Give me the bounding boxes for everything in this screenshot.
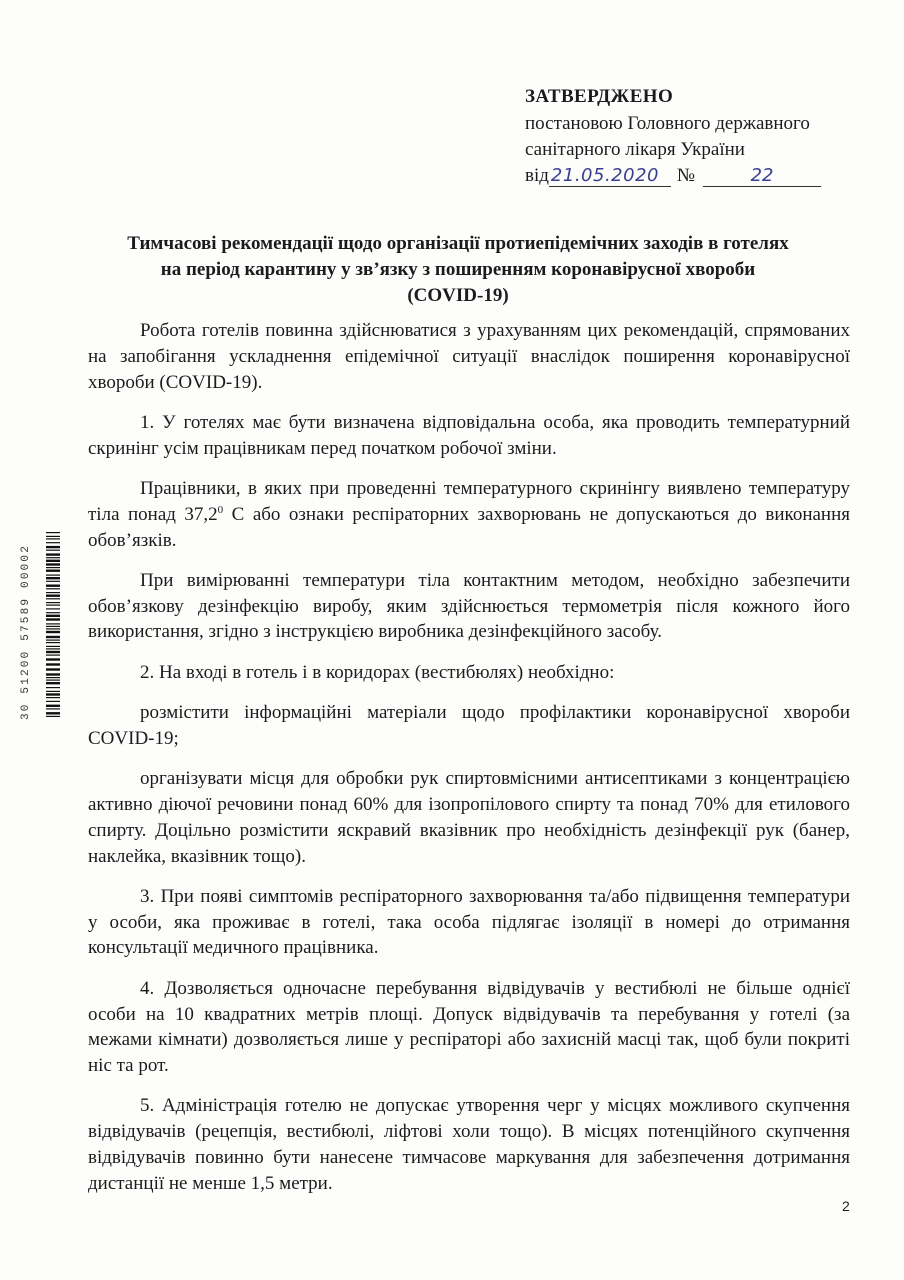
barcode-bar xyxy=(46,677,60,678)
barcode-bar xyxy=(46,550,60,551)
paragraph-hand-sanitizing: організувати місця для обробки рук спиртовмісними антисептиками з концентрацією активно діючої речовини понад 60% для ізопропілового спирту та понад 70% для етилового спирту. Доцільно розмістити яскравий вказівник про необхідність дезінфекції рук (банер, наклейка, вказівник тощо). xyxy=(88,768,850,867)
paragraph-info-materials: розмістити інформаційні матеріали щодо профілактики коронавірусної хвороби COVID-19; xyxy=(88,702,850,749)
barcode-bar xyxy=(46,691,60,692)
barcode-bar xyxy=(46,612,60,613)
degree-superscript: 0 xyxy=(217,503,224,516)
barcode-bar xyxy=(46,585,60,587)
paragraph-item-3: 3. При появі симптомів респіраторного захворювання та/або підвищення температури у особи, яка проживає в готелі, така особа підлягає ізоляції в номері до отримання консультації медичного працівника. xyxy=(88,885,850,959)
barcode-bar xyxy=(46,581,60,582)
barcode-bar xyxy=(46,705,60,707)
barcode-bar xyxy=(46,628,60,629)
paragraph-item-2: 2. На вході в готель і в коридорах (вестибюлях) необхідно: xyxy=(140,661,615,683)
title-line-2: на період карантину у зв’язку з поширенням коронавірусної хвороби xyxy=(160,259,756,280)
barcode-bar xyxy=(46,536,60,537)
paragraph-item-1: 1. У готелях має бути визначена відповідальна особа, яка проводить температурний скринінг усім працівникам перед початком робочої зміни. xyxy=(88,411,850,459)
barcode-bar xyxy=(46,542,60,543)
number-sign: № xyxy=(676,165,696,186)
barcode-bar xyxy=(46,560,60,562)
barcode-bar xyxy=(46,567,60,568)
handwritten-number: 22 xyxy=(703,166,821,187)
barcode-bar xyxy=(46,693,60,695)
title-line-1: Тимчасові рекомендації щодо організації протиепідемічних заходів в готелях xyxy=(127,233,789,254)
barcode-bar xyxy=(46,663,60,665)
barcode-bar xyxy=(46,631,60,633)
paragraph-item-4: 4. Дозволяється одночасне перебування відвідувачів у вестибюлі не більше однієї особи на 10 квадратних метрів площі. Допуск відвідувачів та перебування у готелі (за межами кімнати) дозволяється лише у респіраторі або захисній масці так, щоб були покриті ніс та рот. xyxy=(88,977,850,1077)
barcode-bar xyxy=(46,655,60,656)
barcode-bar xyxy=(46,701,60,702)
page-number: 2 xyxy=(842,1198,850,1214)
barcode-bar xyxy=(46,658,60,660)
barcode-bar xyxy=(46,716,60,717)
barcode-bar xyxy=(46,697,60,698)
paragraph-intro: Робота готелів повинна здійснюватися з урахуванням цих рекомендацій, спрямованих на запобігання ускладнення епідемічної ситуації внаслідок поширення коронавірусної хвороби (COVID-19). xyxy=(88,320,850,393)
handwritten-date: 21.05.2020 xyxy=(549,166,671,187)
barcode-bar xyxy=(46,640,60,641)
barcode-bar xyxy=(46,553,60,555)
barcode-bar xyxy=(46,563,60,565)
barcode-bar xyxy=(46,636,60,638)
barcode-bar xyxy=(46,623,60,624)
barcode-bar xyxy=(46,538,60,539)
barcode-bar xyxy=(46,642,60,643)
barcode-bar xyxy=(46,615,60,617)
barcode-bar xyxy=(46,557,60,558)
document-title xyxy=(88,231,828,309)
paragraph-item-5: 5. Адміністрація готелю не допускає утворення черг у місцях можливого скупчення відвідувачів (рецепція, вестибюлі, ліфтові холи тощо). В місцях потенційного скупчення відвідувачів повинно бути нанесене тимчасове маркування для забезпечення дотримання дистанції не менше 1,5 метри. xyxy=(88,1095,850,1194)
barcode-bar xyxy=(46,588,60,589)
barcode-bar xyxy=(46,712,60,714)
date-prefix: від xyxy=(525,165,549,186)
paragraph-temperature-start: Працівники, в яких при проведенні температурного скринінгу виявлено температуру тіла понад 37,2 xyxy=(88,477,850,525)
approval-date-line xyxy=(525,163,855,189)
paragraph-temperature-end: С або ознаки респіраторних захворювань не допускаються до виконання обов’язків. xyxy=(88,503,851,551)
barcode-bar xyxy=(46,682,60,684)
barcode-bar xyxy=(46,595,60,597)
paragraph-temperature xyxy=(88,476,850,553)
barcode-bar xyxy=(46,532,60,533)
barcode-bar xyxy=(46,602,60,603)
barcode-bar xyxy=(46,687,60,688)
barcode-bar xyxy=(46,618,60,620)
barcode-bar xyxy=(46,570,60,572)
barcode-bar xyxy=(46,651,60,653)
barcode-bar xyxy=(46,605,60,606)
barcode-bar xyxy=(46,546,60,548)
barcode-number: 30 51200 57589 00002 xyxy=(20,543,32,720)
barcode-bar xyxy=(46,708,60,709)
approval-issuer-line-2: санітарного лікаря України xyxy=(525,139,745,160)
approval-title: ЗАТВЕРДЖЕНО xyxy=(525,86,674,107)
title-line-3: (COVID-19) xyxy=(407,285,509,306)
approval-block xyxy=(525,84,855,189)
barcode-bar xyxy=(46,577,60,579)
paragraph-disinfection: При вимірюванні температури тіла контактним методом, необхідно забезпечити обов’язкову дезінфекцію виробу, яким здійснюється термометрія після кожного його використання, згідно з інструкцією виробника дезінфекційного засобу. xyxy=(88,569,850,643)
barcode-bar xyxy=(46,626,60,627)
barcode-bar xyxy=(46,648,60,649)
barcode-bar xyxy=(46,608,60,609)
barcode-bar xyxy=(46,598,60,599)
barcode-bar xyxy=(46,575,60,576)
document-body xyxy=(88,318,850,1211)
barcode-bar xyxy=(46,673,60,675)
barcode-bar xyxy=(46,680,60,681)
approval-issuer-line-1: постановою Головного державного xyxy=(525,113,810,134)
barcode-bar xyxy=(46,646,60,647)
barcode-bar xyxy=(46,592,60,593)
barcode-bar xyxy=(46,668,60,670)
